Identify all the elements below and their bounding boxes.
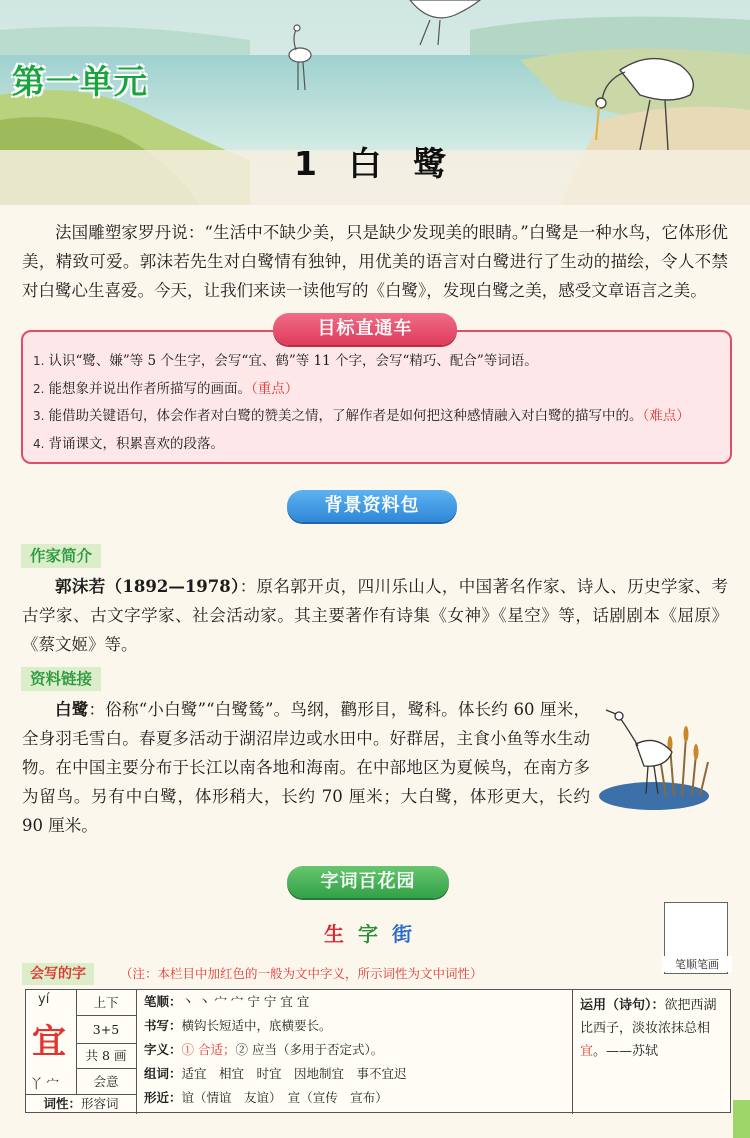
character-structure: 上下	[93, 995, 119, 1010]
stroke-order-row: 笔顺：丶 丶 宀 宀 宁 宁 宜 宜	[144, 994, 310, 1009]
word-group-row: 组词：适宜 相宜 时宜 因地制宜 事不宜迟	[144, 1066, 407, 1081]
new-characters-title: 生字街	[324, 922, 426, 946]
egret-term: 白鹭	[55, 700, 89, 719]
intro-paragraph: 法国雕塑家罗丹说：“生活中不缺少美，只是缺少发现美的眼睛。”白鹭是一种水鸟，它体形优美，精致可爱。郭沫若先生对白鹭情有独钟，用优美的语言对白鹭进行了生动的描绘，令人不禁对白鹭心生喜爱。今天，让我们来读一读他写的《白鹭》，发现白鹭之美，感受文章语言之美。	[22, 223, 728, 300]
goal-item: 2. 能想象并说出作者所描写的画面。（重点）	[33, 380, 299, 397]
character-pinyin: yí	[38, 992, 50, 1007]
link-section-label: 资料链接	[21, 667, 101, 691]
goals-box	[21, 330, 732, 464]
goals-title-banner: 目标直通车	[273, 313, 457, 345]
writing-tip-row: 书写：横钩长短适中，底横要长。	[144, 1018, 332, 1033]
author-section-label: 作家简介	[21, 544, 101, 568]
similar-char-row: 形近：谊（情谊 友谊） 宣（宣传 宣布）	[144, 1090, 388, 1105]
goal-item: 4. 背诵课文，积累喜欢的段落。	[33, 435, 224, 452]
character-stroke-formula: 3+5	[92, 1022, 120, 1037]
character-card	[25, 989, 731, 1113]
goal-item: 1. 认识“鹭、嫌”等 5 个生字，会写“宜、鹤”等 11 个字，会写“精巧、配合”等词语。	[33, 353, 538, 369]
page-corner-tab	[733, 1100, 750, 1138]
character-radical: 丫 宀	[30, 1076, 59, 1091]
author-name: 郭沫若（1892—1978）	[55, 577, 240, 596]
character-pos: 词性：形容词	[43, 1096, 119, 1111]
stroke-order-label: 笔顺笔画	[662, 956, 732, 972]
write-chars-label: 会写的字	[22, 963, 94, 985]
header-illustration	[0, 0, 750, 205]
egret-illustration	[596, 696, 716, 814]
character-stroke-count: 共 8 画	[85, 1048, 127, 1063]
goal-item: 3. 能借助关键语句，体会作者对白鹭的赞美之情，了解作者是如何把这种感情融入对白鹭的描写中的。（难点）	[33, 408, 690, 424]
background-title-banner: 背景资料包	[287, 490, 457, 522]
unit-title: 第一单元	[12, 62, 148, 101]
meaning-row: 字义：① 合适；② 应当（多用于否定式）。	[144, 1042, 384, 1057]
egret-info-paragraph: 白鹭：俗称“小白鹭”“白鹭鸶”。鸟纲，鹳形目，鹭科。体长约 60 厘米，全身羽毛雪白。春夏多活动于湖沼岸边或水田中。好群居，主食小鱼等水生动物。在中国主要分布于长江以南各地和海南。在中部地区为夏候鸟，在南方多为留鸟。另有中白鹭，体形稍大，长约 70 厘米；大白鹭，体形更大，长约 90 厘米。	[22, 700, 591, 835]
author-paragraph: 郭沫若（1892—1978）：原名郭开贞，四川乐山人，中国著名作家、诗人、历史学家、考古学家、古文字学家、社会活动家。其主要著作有诗集《女神》《星空》等，话剧剧本《屈原》《蔡文姬》等。	[22, 577, 728, 654]
lesson-title: 1 白 鹭	[294, 144, 456, 183]
column-note: （注：本栏目中加红色的一般为文中字义，所示词性为文中词性）	[120, 966, 483, 981]
character-glyph: 宜	[32, 1022, 66, 1062]
usage-poem: 运用（诗句）：欲把西湖比西子，淡妆浓抹总相宜。——苏轼	[580, 998, 717, 1059]
words-title-banner: 字词百花园	[287, 866, 449, 898]
character-type: 会意	[93, 1074, 119, 1089]
